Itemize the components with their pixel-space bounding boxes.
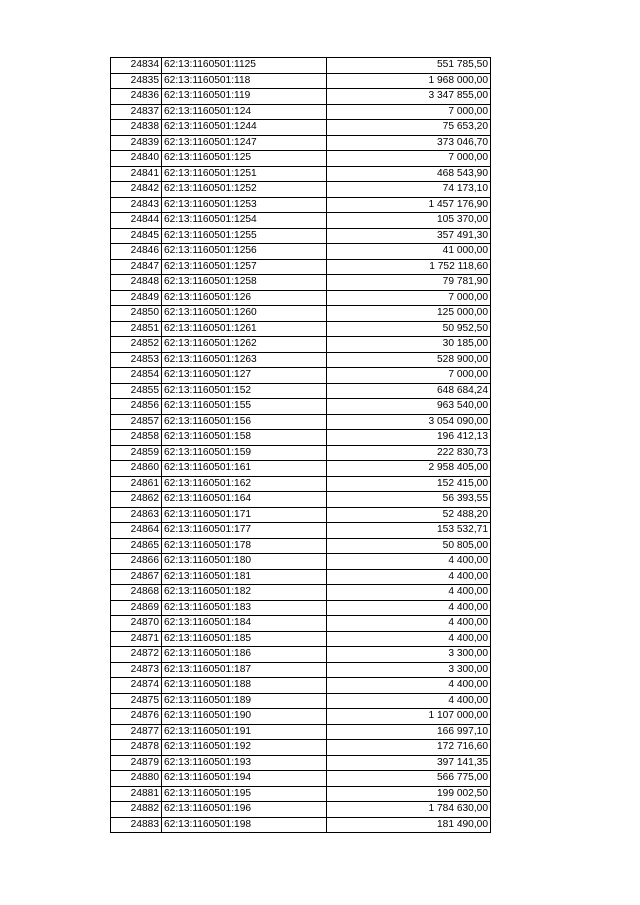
cadastral-value-cell: 105 370,00 — [327, 213, 491, 229]
cadastral-number-cell: 62:13:1160501:1256 — [162, 244, 327, 260]
table-row — [111, 352, 491, 368]
table-row — [111, 600, 491, 616]
table-row — [111, 523, 491, 539]
table-row — [111, 213, 491, 229]
table-row — [111, 662, 491, 678]
cadastral-number-cell: 62:13:1160501:1258 — [162, 275, 327, 291]
table-row — [111, 693, 491, 709]
row-number-cell: 24876 — [111, 709, 162, 725]
row-number-cell: 24883 — [111, 817, 162, 833]
row-number-cell: 24844 — [111, 213, 162, 229]
cadastral-number-cell: 62:13:1160501:1263 — [162, 352, 327, 368]
table-row — [111, 771, 491, 787]
cadastral-value-cell: 2 958 405,00 — [327, 461, 491, 477]
cadastral-number-cell: 62:13:1160501:1251 — [162, 166, 327, 182]
cadastral-number-cell: 62:13:1160501:1125 — [162, 58, 327, 74]
cadastral-number-cell: 62:13:1160501:162 — [162, 476, 327, 492]
row-number-cell: 24870 — [111, 616, 162, 632]
cadastral-value-cell: 4 400,00 — [327, 616, 491, 632]
row-number-cell: 24874 — [111, 678, 162, 694]
cadastral-number-cell: 62:13:1160501:126 — [162, 290, 327, 306]
table-row — [111, 120, 491, 136]
row-number-cell: 24852 — [111, 337, 162, 353]
table-row — [111, 631, 491, 647]
cadastral-value-cell: 166 997,10 — [327, 724, 491, 740]
row-number-cell: 24851 — [111, 321, 162, 337]
cadastral-number-cell: 62:13:1160501:124 — [162, 104, 327, 120]
table-row — [111, 399, 491, 415]
cadastral-value-cell: 41 000,00 — [327, 244, 491, 260]
cadastral-number-cell: 62:13:1160501:119 — [162, 89, 327, 105]
row-number-cell: 24867 — [111, 569, 162, 585]
table-row — [111, 585, 491, 601]
cadastral-number-cell: 62:13:1160501:155 — [162, 399, 327, 415]
cadastral-value-cell: 79 781,90 — [327, 275, 491, 291]
cadastral-number-cell: 62:13:1160501:190 — [162, 709, 327, 725]
cadastral-value-cell: 1 784 630,00 — [327, 802, 491, 818]
cadastral-value-cell: 56 393,55 — [327, 492, 491, 508]
row-number-cell: 24866 — [111, 554, 162, 570]
cadastral-value-cell: 75 653,20 — [327, 120, 491, 136]
table-row — [111, 569, 491, 585]
cadastral-value-cell: 30 185,00 — [327, 337, 491, 353]
cadastral-value-cell: 3 054 090,00 — [327, 414, 491, 430]
cadastral-value-cell: 566 775,00 — [327, 771, 491, 787]
row-number-cell: 24846 — [111, 244, 162, 260]
table-row — [111, 492, 491, 508]
row-number-cell: 24853 — [111, 352, 162, 368]
cadastral-number-cell: 62:13:1160501:152 — [162, 383, 327, 399]
table-row — [111, 740, 491, 756]
cadastral-number-cell: 62:13:1160501:198 — [162, 817, 327, 833]
cadastral-number-cell: 62:13:1160501:1254 — [162, 213, 327, 229]
cadastral-number-cell: 62:13:1160501:192 — [162, 740, 327, 756]
table-row — [111, 507, 491, 523]
table-row — [111, 678, 491, 694]
cadastral-number-cell: 62:13:1160501:1261 — [162, 321, 327, 337]
cadastral-number-cell: 62:13:1160501:1257 — [162, 259, 327, 275]
cadastral-value-cell: 4 400,00 — [327, 678, 491, 694]
table-row — [111, 786, 491, 802]
cadastral-value-cell: 1 457 176,90 — [327, 197, 491, 213]
table-row — [111, 616, 491, 632]
cadastral-number-cell: 62:13:1160501:182 — [162, 585, 327, 601]
table-row — [111, 337, 491, 353]
cadastral-value-cell: 152 415,00 — [327, 476, 491, 492]
cadastral-value-cell: 222 830,73 — [327, 445, 491, 461]
cadastral-value-cell: 373 046,70 — [327, 135, 491, 151]
table-row — [111, 259, 491, 275]
cadastral-number-cell: 62:13:1160501:191 — [162, 724, 327, 740]
row-number-cell: 24837 — [111, 104, 162, 120]
cadastral-value-cell: 4 400,00 — [327, 600, 491, 616]
row-number-cell: 24841 — [111, 166, 162, 182]
row-number-cell: 24860 — [111, 461, 162, 477]
cadastral-value-cell: 172 716,60 — [327, 740, 491, 756]
table-row — [111, 430, 491, 446]
table-row — [111, 414, 491, 430]
table-row — [111, 306, 491, 322]
row-number-cell: 24854 — [111, 368, 162, 384]
cadastral-value-cell: 528 900,00 — [327, 352, 491, 368]
row-number-cell: 24850 — [111, 306, 162, 322]
cadastral-value-table — [110, 57, 491, 833]
row-number-cell: 24865 — [111, 538, 162, 554]
cadastral-value-cell: 397 141,35 — [327, 755, 491, 771]
row-number-cell: 24880 — [111, 771, 162, 787]
cadastral-value-cell: 3 300,00 — [327, 662, 491, 678]
cadastral-number-cell: 62:13:1160501:156 — [162, 414, 327, 430]
table-row — [111, 476, 491, 492]
row-number-cell: 24848 — [111, 275, 162, 291]
row-number-cell: 24864 — [111, 523, 162, 539]
cadastral-value-cell: 357 491,30 — [327, 228, 491, 244]
cadastral-value-cell: 50 805,00 — [327, 538, 491, 554]
table-row — [111, 275, 491, 291]
row-number-cell: 24863 — [111, 507, 162, 523]
cadastral-value-cell: 196 412,13 — [327, 430, 491, 446]
row-number-cell: 24871 — [111, 631, 162, 647]
cadastral-value-cell: 3 347 855,00 — [327, 89, 491, 105]
row-number-cell: 24842 — [111, 182, 162, 198]
cadastral-number-cell: 62:13:1160501:196 — [162, 802, 327, 818]
row-number-cell: 24849 — [111, 290, 162, 306]
row-number-cell: 24855 — [111, 383, 162, 399]
table-row — [111, 647, 491, 663]
table-row — [111, 182, 491, 198]
row-number-cell: 24869 — [111, 600, 162, 616]
cadastral-value-cell: 1 752 118,60 — [327, 259, 491, 275]
row-number-cell: 24877 — [111, 724, 162, 740]
cadastral-number-cell: 62:13:1160501:186 — [162, 647, 327, 663]
cadastral-value-cell: 181 490,00 — [327, 817, 491, 833]
table-row — [111, 73, 491, 89]
cadastral-number-cell: 62:13:1160501:1262 — [162, 337, 327, 353]
row-number-cell: 24857 — [111, 414, 162, 430]
cadastral-value-cell: 7 000,00 — [327, 368, 491, 384]
cadastral-value-cell: 7 000,00 — [327, 104, 491, 120]
cadastral-number-cell: 62:13:1160501:127 — [162, 368, 327, 384]
row-number-cell: 24872 — [111, 647, 162, 663]
row-number-cell: 24861 — [111, 476, 162, 492]
cadastral-number-cell: 62:13:1160501:180 — [162, 554, 327, 570]
cadastral-value-cell: 551 785,50 — [327, 58, 491, 74]
table-row — [111, 538, 491, 554]
table-row — [111, 166, 491, 182]
row-number-cell: 24856 — [111, 399, 162, 415]
row-number-cell: 24862 — [111, 492, 162, 508]
row-number-cell: 24845 — [111, 228, 162, 244]
cadastral-value-cell: 4 400,00 — [327, 693, 491, 709]
cadastral-number-cell: 62:13:1160501:183 — [162, 600, 327, 616]
cadastral-number-cell: 62:13:1160501:1260 — [162, 306, 327, 322]
row-number-cell: 24836 — [111, 89, 162, 105]
cadastral-value-cell: 7 000,00 — [327, 290, 491, 306]
row-number-cell: 24835 — [111, 73, 162, 89]
cadastral-number-cell: 62:13:1160501:195 — [162, 786, 327, 802]
cadastral-number-cell: 62:13:1160501:181 — [162, 569, 327, 585]
row-number-cell: 24838 — [111, 120, 162, 136]
table-row — [111, 802, 491, 818]
table-row — [111, 709, 491, 725]
cadastral-value-cell: 125 000,00 — [327, 306, 491, 322]
table-row — [111, 554, 491, 570]
cadastral-value-cell: 4 400,00 — [327, 569, 491, 585]
table-row — [111, 228, 491, 244]
row-number-cell: 24840 — [111, 151, 162, 167]
cadastral-value-cell: 50 952,50 — [327, 321, 491, 337]
table-row — [111, 383, 491, 399]
cadastral-number-cell: 62:13:1160501:184 — [162, 616, 327, 632]
cadastral-value-cell: 52 488,20 — [327, 507, 491, 523]
cadastral-value-cell: 1 107 000,00 — [327, 709, 491, 725]
cadastral-value-cell: 199 002,50 — [327, 786, 491, 802]
table-row — [111, 135, 491, 151]
row-number-cell: 24873 — [111, 662, 162, 678]
cadastral-number-cell: 62:13:1160501:158 — [162, 430, 327, 446]
table-row — [111, 104, 491, 120]
table-row — [111, 290, 491, 306]
cadastral-number-cell: 62:13:1160501:177 — [162, 523, 327, 539]
row-number-cell: 24847 — [111, 259, 162, 275]
cadastral-value-cell: 74 173,10 — [327, 182, 491, 198]
cadastral-number-cell: 62:13:1160501:187 — [162, 662, 327, 678]
table-row — [111, 244, 491, 260]
cadastral-number-cell: 62:13:1160501:1252 — [162, 182, 327, 198]
cadastral-number-cell: 62:13:1160501:185 — [162, 631, 327, 647]
row-number-cell: 24882 — [111, 802, 162, 818]
cadastral-value-cell: 963 540,00 — [327, 399, 491, 415]
cadastral-number-cell: 62:13:1160501:159 — [162, 445, 327, 461]
cadastral-number-cell: 62:13:1160501:1244 — [162, 120, 327, 136]
row-number-cell: 24879 — [111, 755, 162, 771]
cadastral-value-cell: 153 532,71 — [327, 523, 491, 539]
cadastral-value-cell: 648 684,24 — [327, 383, 491, 399]
cadastral-value-cell: 7 000,00 — [327, 151, 491, 167]
cadastral-number-cell: 62:13:1160501:171 — [162, 507, 327, 523]
cadastral-number-cell: 62:13:1160501:164 — [162, 492, 327, 508]
row-number-cell: 24858 — [111, 430, 162, 446]
table-row — [111, 321, 491, 337]
row-number-cell: 24875 — [111, 693, 162, 709]
cadastral-value-cell: 4 400,00 — [327, 585, 491, 601]
cadastral-number-cell: 62:13:1160501:1253 — [162, 197, 327, 213]
table-row — [111, 151, 491, 167]
row-number-cell: 24843 — [111, 197, 162, 213]
cadastral-value-cell: 468 543,90 — [327, 166, 491, 182]
cadastral-number-cell: 62:13:1160501:189 — [162, 693, 327, 709]
table-row — [111, 368, 491, 384]
cadastral-number-cell: 62:13:1160501:178 — [162, 538, 327, 554]
cadastral-number-cell: 62:13:1160501:193 — [162, 755, 327, 771]
table-body — [111, 58, 491, 833]
cadastral-value-cell: 4 400,00 — [327, 631, 491, 647]
table-row — [111, 461, 491, 477]
cadastral-value-cell: 3 300,00 — [327, 647, 491, 663]
cadastral-number-cell: 62:13:1160501:161 — [162, 461, 327, 477]
cadastral-number-cell: 62:13:1160501:188 — [162, 678, 327, 694]
table-row — [111, 755, 491, 771]
cadastral-value-cell: 4 400,00 — [327, 554, 491, 570]
cadastral-number-cell: 62:13:1160501:194 — [162, 771, 327, 787]
row-number-cell: 24878 — [111, 740, 162, 756]
table-row — [111, 58, 491, 74]
row-number-cell: 24868 — [111, 585, 162, 601]
row-number-cell: 24881 — [111, 786, 162, 802]
row-number-cell: 24859 — [111, 445, 162, 461]
table-row — [111, 724, 491, 740]
table-row — [111, 89, 491, 105]
cadastral-number-cell: 62:13:1160501:1255 — [162, 228, 327, 244]
cadastral-number-cell: 62:13:1160501:125 — [162, 151, 327, 167]
cadastral-number-cell: 62:13:1160501:118 — [162, 73, 327, 89]
table-row — [111, 197, 491, 213]
cadastral-value-cell: 1 968 000,00 — [327, 73, 491, 89]
row-number-cell: 24839 — [111, 135, 162, 151]
row-number-cell: 24834 — [111, 58, 162, 74]
table-row — [111, 817, 491, 833]
table-row — [111, 445, 491, 461]
cadastral-number-cell: 62:13:1160501:1247 — [162, 135, 327, 151]
